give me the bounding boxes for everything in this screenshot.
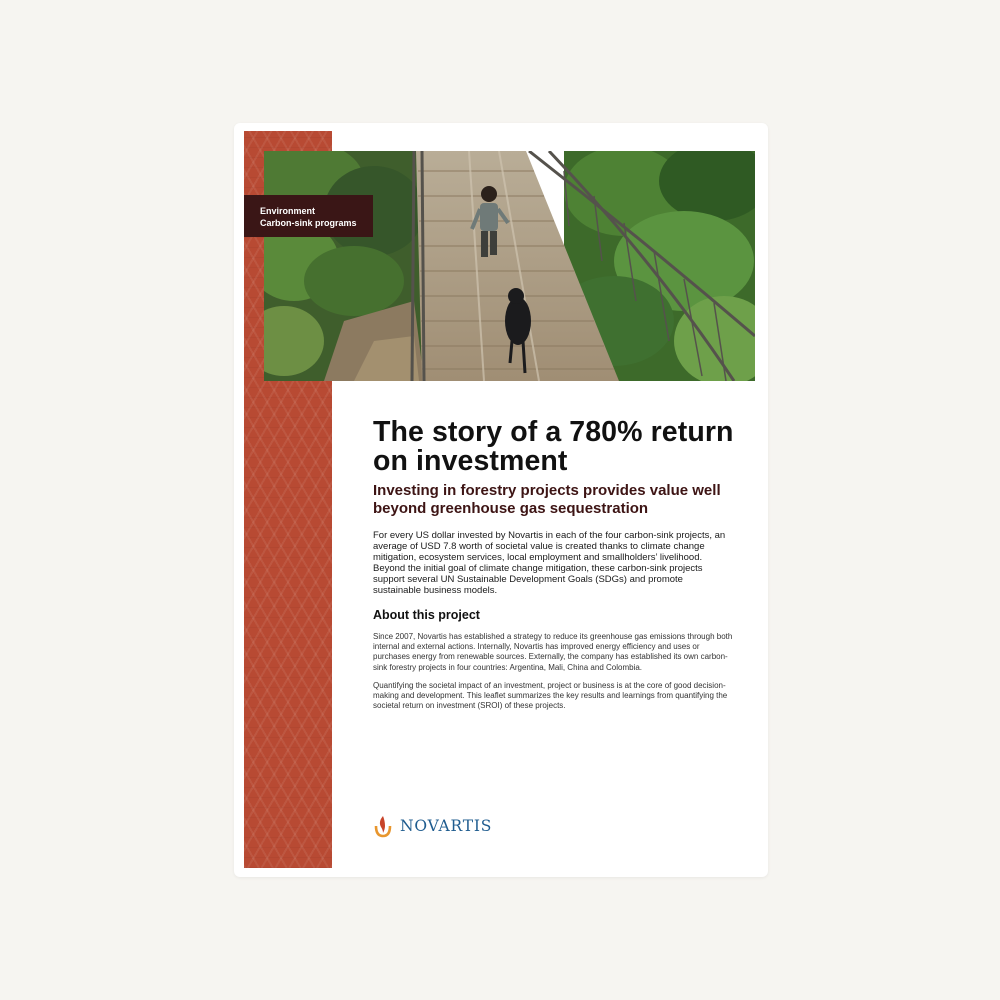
about-paragraph-2: Quantifying the societal impact of an investment, project or business is at the core of good decision-making and development. This leaflet summarizes the key results and learnings from quantifying the societal return on investment (SROI) of these projects. — [373, 681, 728, 711]
novartis-logo — [373, 814, 492, 838]
brand-name: NOVARTIS — [400, 817, 493, 835]
category-tag — [244, 195, 373, 237]
bridge-photo — [264, 151, 755, 381]
about-heading: About this project — [373, 608, 480, 622]
category-tag-line2: Carbon-sink programs — [260, 218, 357, 228]
page-title: The story of a 780% return on investment — [373, 416, 734, 477]
intro-paragraph: For every US dollar invested by Novartis in each of the four carbon-sink projects, an average of USD 7.8 worth of societal value is created thanks to climate change mitigation, ecosystem services, local employment and smallholders’ livelihood. Beyond the initial goal of climate change mitigation, these carbon-sink projects support several UN Sustainable Development Goals (SDGs) and promote sustainable business models. — [373, 530, 726, 596]
novartis-flame-icon — [373, 814, 393, 838]
about-paragraph-1: Since 2007, Novartis has established a strategy to reduce its greenhouse gas emissions through both internal and external actions. Internally, Novartis has improved energy efficiency and uses or purchases energy from renewable sources. Externally, the company has established its own carbon-sink forestry projects in four countries: Argentina, Mali, China and Colombia. — [373, 632, 733, 672]
category-tag-line1: Environment — [260, 206, 316, 216]
page-subtitle: Investing in forestry projects provides value well beyond greenhouse gas sequestration — [373, 482, 721, 517]
